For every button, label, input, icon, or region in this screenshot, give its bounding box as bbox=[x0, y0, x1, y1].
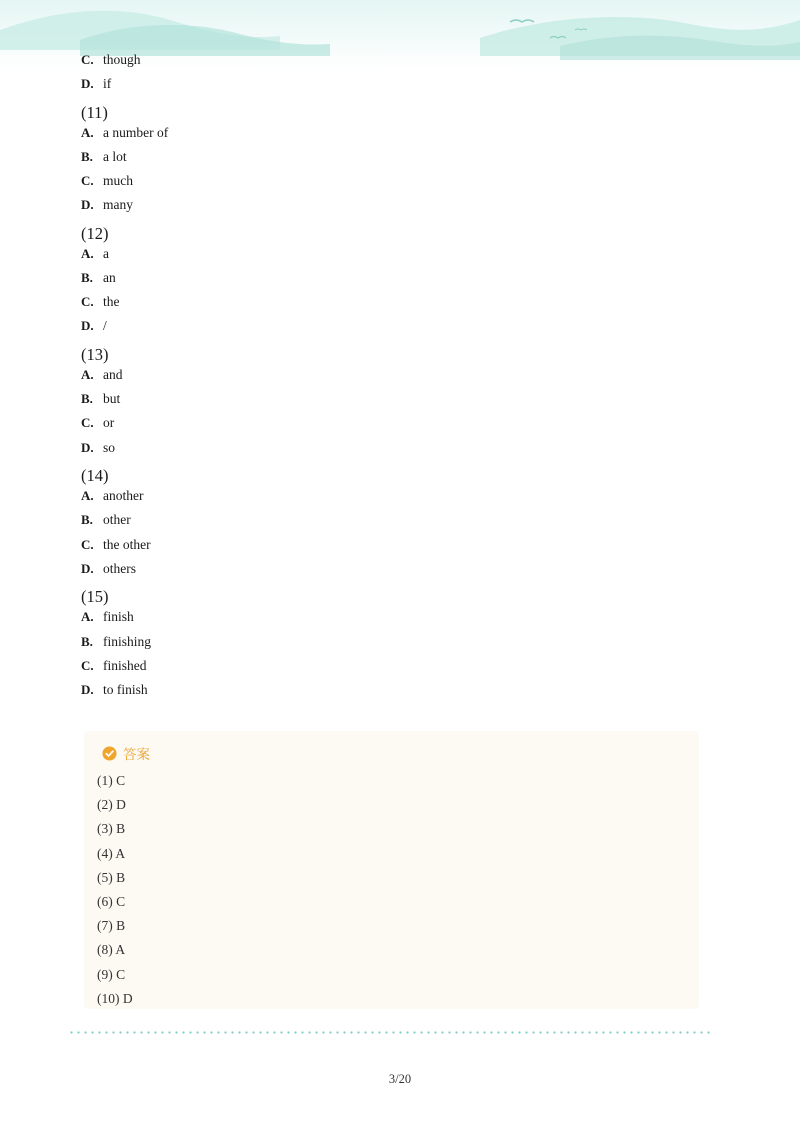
option-a[interactable] bbox=[81, 246, 721, 270]
question-number: (12) bbox=[81, 223, 109, 243]
option-text: another bbox=[103, 488, 144, 504]
option-c[interactable] bbox=[81, 173, 721, 197]
question-block bbox=[81, 343, 721, 464]
answer-box bbox=[84, 731, 699, 1009]
option-letter: D. bbox=[81, 439, 94, 455]
answer-line: (8) A bbox=[97, 942, 126, 958]
option-letter: D. bbox=[81, 560, 94, 576]
option-letter: D. bbox=[81, 318, 94, 334]
option-text: a bbox=[103, 245, 109, 261]
option-text: much bbox=[103, 173, 133, 189]
answer-line: (7) B bbox=[97, 918, 126, 934]
option-c[interactable] bbox=[81, 658, 721, 682]
option-a[interactable] bbox=[81, 609, 721, 633]
question-number: (13) bbox=[81, 344, 109, 364]
option-letter: C. bbox=[81, 415, 94, 431]
answer-line: (4) A bbox=[97, 845, 126, 861]
option-text: a number of bbox=[103, 124, 169, 140]
option-b[interactable] bbox=[81, 634, 721, 658]
option-a[interactable] bbox=[81, 488, 721, 512]
option-text: finishing bbox=[103, 633, 152, 649]
option-c[interactable] bbox=[81, 537, 721, 561]
option-d[interactable] bbox=[81, 197, 721, 221]
question-list bbox=[81, 100, 721, 706]
check-circle-icon bbox=[102, 746, 117, 761]
option-letter: B. bbox=[81, 633, 93, 649]
option-d[interactable] bbox=[81, 440, 721, 464]
option-letter: D. bbox=[81, 197, 94, 213]
option-text: / bbox=[103, 318, 107, 334]
question-content bbox=[81, 52, 721, 706]
page-number: 3/20 bbox=[388, 1072, 412, 1086]
option-text: finished bbox=[103, 657, 147, 673]
option-c[interactable] bbox=[81, 52, 721, 76]
question-number: (15) bbox=[81, 587, 109, 607]
option-text: a lot bbox=[103, 148, 127, 164]
option-text: other bbox=[103, 512, 131, 528]
option-d[interactable] bbox=[81, 561, 721, 585]
option-b[interactable] bbox=[81, 391, 721, 415]
question-number: (11) bbox=[81, 102, 108, 122]
option-text: finish bbox=[103, 609, 134, 625]
option-text: or bbox=[103, 415, 115, 431]
question-block bbox=[81, 222, 721, 343]
option-letter: A. bbox=[81, 609, 94, 625]
option-b[interactable] bbox=[81, 270, 721, 294]
option-letter: B. bbox=[81, 391, 93, 407]
option-c[interactable] bbox=[81, 415, 721, 439]
question-number: (14) bbox=[81, 465, 109, 485]
option-text: others bbox=[103, 560, 136, 576]
answer-title: 答案 bbox=[123, 747, 150, 763]
partial-question bbox=[81, 52, 721, 100]
option-text: though bbox=[103, 52, 141, 67]
answer-list bbox=[97, 769, 133, 1011]
option-letter: C. bbox=[81, 173, 94, 189]
option-a[interactable] bbox=[81, 367, 721, 391]
option-text: if bbox=[103, 76, 112, 92]
option-text: the other bbox=[103, 536, 151, 552]
answer-line: (10) D bbox=[97, 990, 133, 1006]
option-letter: B. bbox=[81, 148, 93, 164]
answer-header bbox=[102, 743, 150, 763]
answer-line: (9) C bbox=[97, 966, 126, 982]
option-letter: A. bbox=[81, 245, 94, 261]
option-b[interactable] bbox=[81, 512, 721, 536]
answer-line: (6) C bbox=[97, 894, 126, 910]
question-block bbox=[81, 585, 721, 706]
option-letter: B. bbox=[81, 270, 93, 286]
option-text: many bbox=[103, 197, 133, 213]
option-a[interactable] bbox=[81, 125, 721, 149]
option-text: to finish bbox=[103, 681, 148, 697]
option-d[interactable] bbox=[81, 682, 721, 706]
option-text: the bbox=[103, 294, 120, 310]
option-letter: A. bbox=[81, 124, 94, 140]
question-block bbox=[81, 100, 721, 221]
answer-line: (2) D bbox=[97, 797, 126, 813]
option-text: and bbox=[103, 367, 123, 383]
option-letter: B. bbox=[81, 512, 93, 528]
question-block bbox=[81, 464, 721, 585]
option-letter: C. bbox=[81, 536, 94, 552]
option-letter: A. bbox=[81, 367, 94, 383]
answer-line: (5) B bbox=[97, 869, 126, 885]
option-letter: A. bbox=[81, 488, 94, 504]
option-d[interactable] bbox=[81, 318, 721, 342]
option-d[interactable] bbox=[81, 76, 721, 100]
answer-line: (3) B bbox=[97, 821, 126, 837]
dotted-divider bbox=[68, 1031, 710, 1034]
option-letter: C. bbox=[81, 52, 94, 67]
option-letter: D. bbox=[81, 76, 94, 92]
option-text: but bbox=[103, 391, 121, 407]
option-b[interactable] bbox=[81, 149, 721, 173]
answer-line: (1) C bbox=[97, 773, 126, 789]
option-text: an bbox=[103, 270, 116, 286]
option-letter: C. bbox=[81, 657, 94, 673]
option-letter: C. bbox=[81, 294, 94, 310]
option-text: so bbox=[103, 439, 116, 455]
option-c[interactable] bbox=[81, 294, 721, 318]
option-letter: D. bbox=[81, 681, 94, 697]
